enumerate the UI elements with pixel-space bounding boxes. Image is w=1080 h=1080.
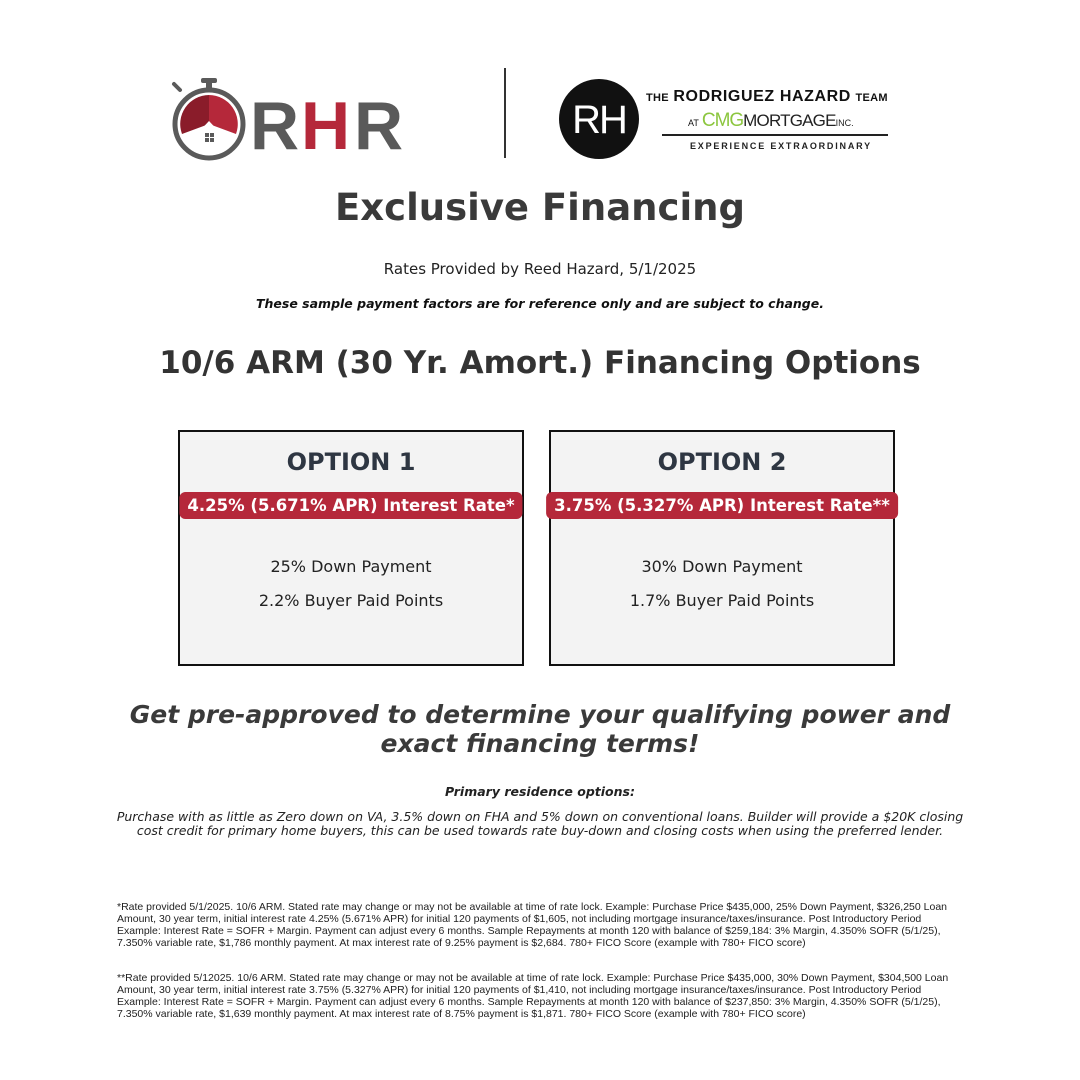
primary-residence-text: Purchase with as little as Zero down on VA, 3.5% down on FHA and 5% down on conventional loans. Builder will provide a $20K closing cost credit for primary home buyers, this can be used towards rate buy-down and closing costs when using the preferred lender. xyxy=(116,809,964,838)
section-title: 10/6 ARM (30 Yr. Amort.) Financing Options xyxy=(159,345,921,381)
team-tagline: EXPERIENCE EXTRAORDINARY xyxy=(690,141,872,151)
rhr-logo xyxy=(170,76,450,166)
team-logo-rule xyxy=(662,134,888,136)
interest-rate-badge: 4.25% (5.671% APR) Interest Rate* xyxy=(179,492,522,519)
down-payment: 25% Down Payment xyxy=(270,557,432,576)
option-title: OPTION 1 xyxy=(286,448,416,476)
option-title: OPTION 2 xyxy=(657,448,787,476)
reference-disclaimer: These sample payment factors are for reference only and are subject to change. xyxy=(256,296,824,311)
down-payment: 30% Down Payment xyxy=(641,557,803,576)
primary-residence-label: Primary residence options: xyxy=(444,784,635,799)
rh-monogram-text: RH xyxy=(572,98,626,142)
cmg-mortgage-wordmark: AT CMGMORTGAGEINC. xyxy=(688,110,854,131)
header-divider xyxy=(504,68,506,158)
rh-monogram-icon xyxy=(558,78,640,160)
page-title: Exclusive Financing xyxy=(335,186,745,229)
buyer-paid-points: 2.2% Buyer Paid Points xyxy=(258,591,444,610)
option-card-2 xyxy=(549,430,895,666)
footnote-option-2: **Rate provided 5/12025. 10/6 ARM. Stated rate may change or may not be available at time of rate lock. Example: Purchase Price $435,000, 30% Down Payment, $304,500 Loan Amount, 30 year term, initial interest rate 3.75% (5.327% APR) for initial 120 payments of $1,410, not including mortgage insurance/taxes/insurance. Post Introductory Period Example: Interest Rate = SOFR + Margin. Payment can adjust every 6 months. Sample Repayments at month 120 with balance of $237,850: 3% Margin, 4.350% SOFR (5/1/25), 7.350% variable rate, $1,639 monthly payment. At max interest rate of 8.75% payment is $1,871. 780+ FICO Score (example with 780+ FICO score) xyxy=(117,972,949,1020)
svg-text:R: R xyxy=(250,88,300,164)
pre-approval-cta: Get pre-approved to determine your qualifying power and exact financing terms! xyxy=(129,700,951,758)
footnote-option-1: *Rate provided 5/1/2025. 10/6 ARM. Stated rate may change or may not be available at time of rate lock. Example: Purchase Price $435,000, 25% Down Payment, $326,250 Loan Amount, 30 year term, initial interest rate 4.25% (5.671% APR) for initial 120 payments of $1,605, not including mortgage insurance/taxes/insurance. Post Introductory Period Example: Interest Rate = SOFR + Margin. Payment can adjust every 6 months. Sample Repayments at month 120 with balance of $259,184: 3% Margin, 4.350% SOFR (5/1/25), 7.350% variable rate, $1,786 monthly payment. At max interest rate of 9.25% payment is $2,684. 780+ FICO Score (example with 780+ FICO score) xyxy=(117,901,947,949)
option-card-1 xyxy=(178,430,524,666)
team-logo xyxy=(558,78,898,164)
svg-text:H: H xyxy=(301,88,351,164)
svg-text:R: R xyxy=(354,88,404,164)
rates-provided-by: Rates Provided by Reed Hazard, 5/1/2025 xyxy=(383,260,697,278)
stopwatch-house-icon xyxy=(170,76,450,166)
buyer-paid-points: 1.7% Buyer Paid Points xyxy=(629,591,815,610)
team-name: THE RODRIGUEZ HAZARD TEAM xyxy=(646,88,888,105)
interest-rate-badge: 3.75% (5.327% APR) Interest Rate** xyxy=(546,492,898,519)
